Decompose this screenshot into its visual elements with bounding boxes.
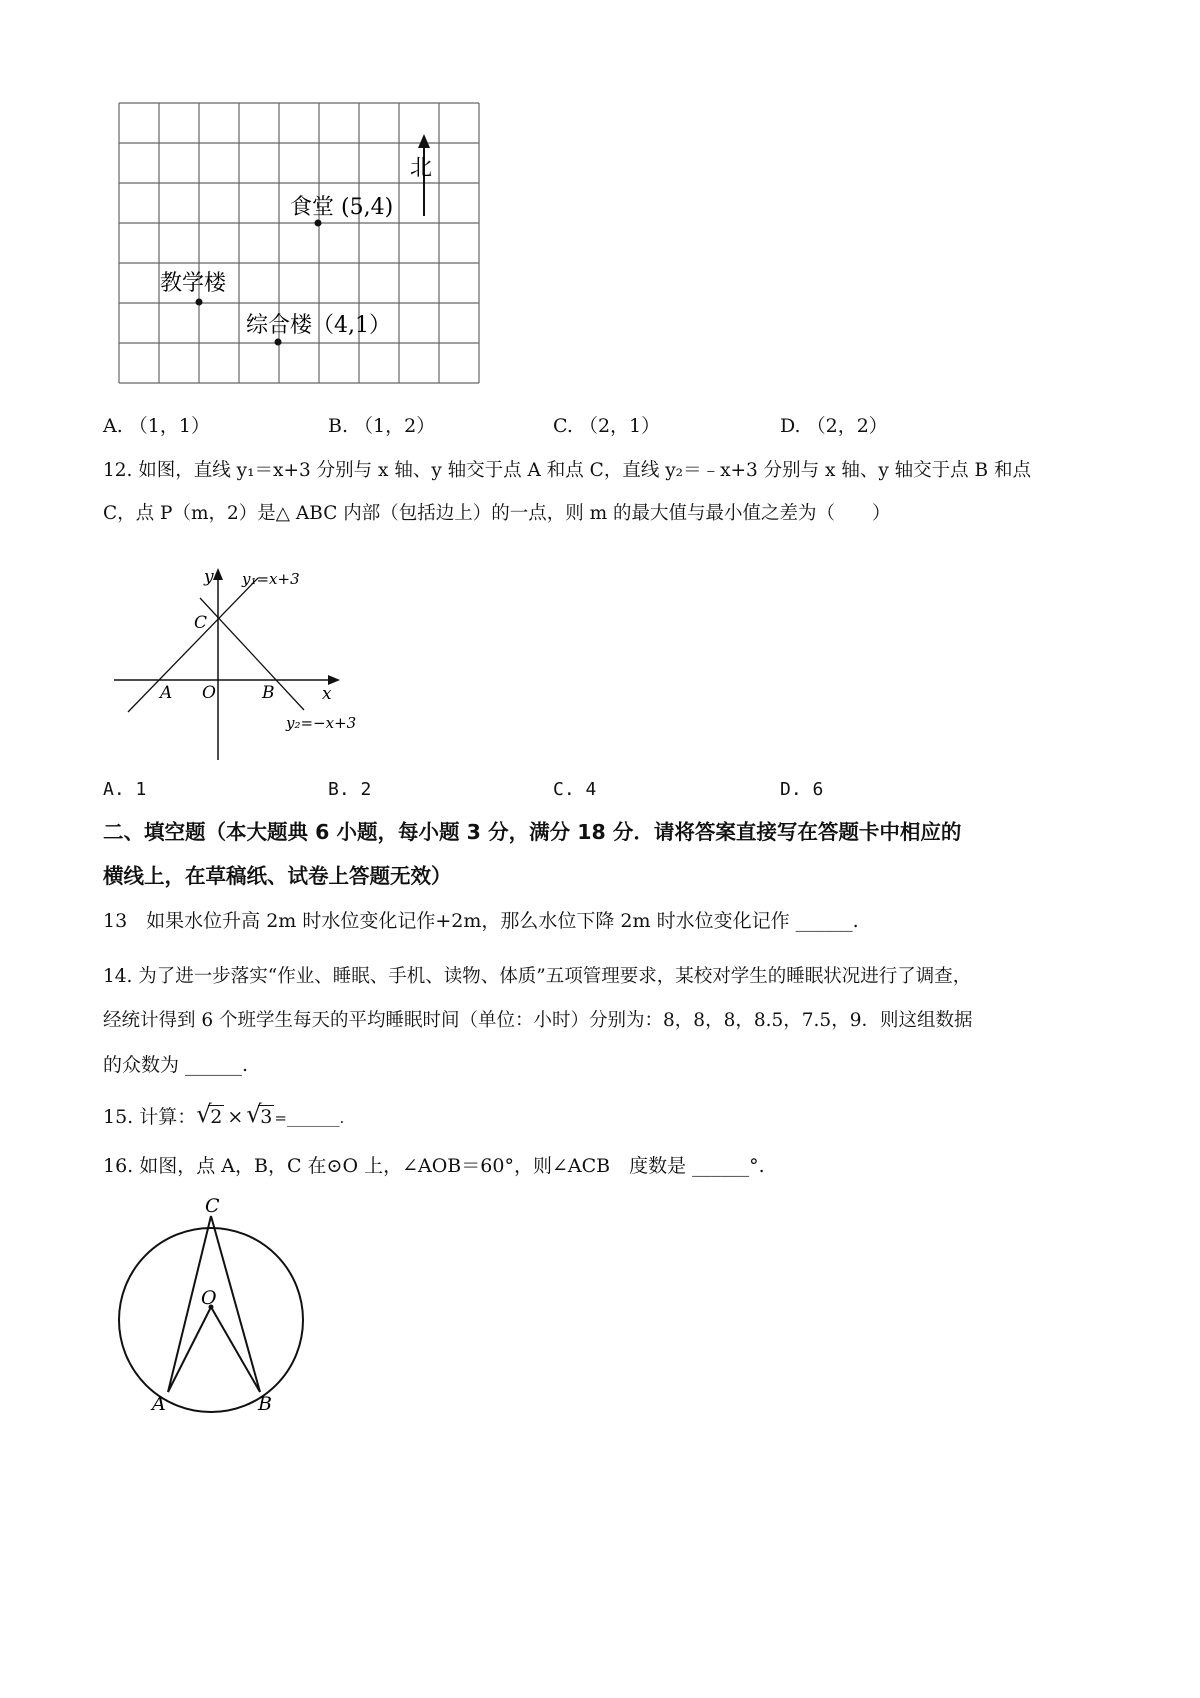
north-label: 北 [410, 156, 433, 181]
point-a-label: A [160, 683, 173, 703]
complex-building-label: 综合楼（4,1） [246, 313, 391, 338]
q14-line2: 经统计得到 6 个班学生每天的平均睡眠时间（单位：小时）分别为：8，8，8，8.5，7.5，9．则这组数据 [103, 1010, 973, 1031]
teaching-building-label: 教学楼 [160, 271, 227, 296]
north-arrowhead-icon [418, 134, 430, 148]
q12-stem-line1: 12. 如图，直线 y₁＝x+3 分别与 x 轴、y 轴交于点 A 和点 C，直线 y₂＝﹣x+3 分别与 x 轴、y 轴交于点 B 和点 [103, 460, 1032, 481]
eq2-label: y₂=−x+3 [286, 714, 357, 732]
q12-option-b[interactable]: B. 2 [328, 779, 372, 800]
segment-ob [211, 1307, 260, 1392]
line-y1 [128, 578, 258, 712]
circle-o [119, 1228, 303, 1412]
circle-figure [108, 1192, 328, 1422]
q16-text: 16. 如图，点 A，B，C 在⊙O 上，∠AOB＝60°，则∠ACB 度数是 ______°. [103, 1155, 765, 1177]
q12-option-d[interactable]: D. 6 [780, 779, 824, 800]
y-axis-label: y [204, 567, 214, 587]
q11-option-b[interactable]: B. （1，2） [328, 415, 436, 437]
center-o-label: O [201, 1287, 217, 1309]
sqrt-3: √ 3 [246, 1100, 273, 1128]
origin-label: O [202, 683, 216, 703]
q15-prefix: 15. 计算： [103, 1106, 197, 1128]
linear-functions-graph [108, 560, 368, 770]
q11-option-a[interactable]: A. （1，1） [103, 415, 210, 437]
q12-option-c[interactable]: C. 4 [553, 779, 597, 800]
teaching-building-point [196, 299, 203, 306]
point-b-label: B [258, 1393, 272, 1415]
q13-text: 13 如果水位升高 2m 时水位变化记作+2m，那么水位下降 2m 时水位变化记作 ______. [103, 910, 859, 932]
campus-grid-map [118, 102, 480, 384]
section2-heading-line2: 横线上，在草稿纸、试卷上答题无效） [103, 864, 452, 888]
q11-option-c[interactable]: C. （2，1） [553, 415, 661, 437]
times-sign: × [227, 1106, 244, 1128]
point-c-label: C [194, 613, 208, 633]
canteen-label: 食堂 (5,4) [290, 195, 394, 220]
point-b-label: B [262, 683, 275, 703]
q14-line1: 14. 为了进一步落实“作业、睡眠、手机、读物、体质”五项管理要求，某校对学生的睡眠状况进行了调查， [103, 966, 972, 987]
q14-line3: 的众数为 ______. [103, 1054, 249, 1076]
x-axis-label: x [322, 684, 332, 704]
segment-oa [168, 1307, 211, 1392]
q12-option-a[interactable]: A. 1 [103, 779, 147, 800]
eq1-label: y₁=x+3 [242, 570, 300, 588]
q15-suffix: =_______. [274, 1109, 345, 1127]
q11-option-d[interactable]: D. （2，2） [780, 415, 888, 437]
q12-stem-line2: C，点 P（m，2）是△ ABC 内部（包括边上）的一点，则 m 的最大值与最小值之差为（ ） [103, 503, 891, 524]
y-axis-arrow-icon [213, 568, 223, 580]
sqrt-2: √ 2 [196, 1100, 223, 1128]
point-c-label: C [205, 1195, 220, 1217]
q15-text [103, 1100, 345, 1128]
complex-building-point [275, 339, 282, 346]
point-a-label: A [152, 1393, 166, 1415]
segment-cb [211, 1216, 260, 1392]
section2-heading-line1: 二、填空题（本大题典 6 小题，每小题 3 分，满分 18 分．请将答案直接写在答题卡中相应的 [103, 820, 962, 844]
canteen-point [315, 220, 322, 227]
